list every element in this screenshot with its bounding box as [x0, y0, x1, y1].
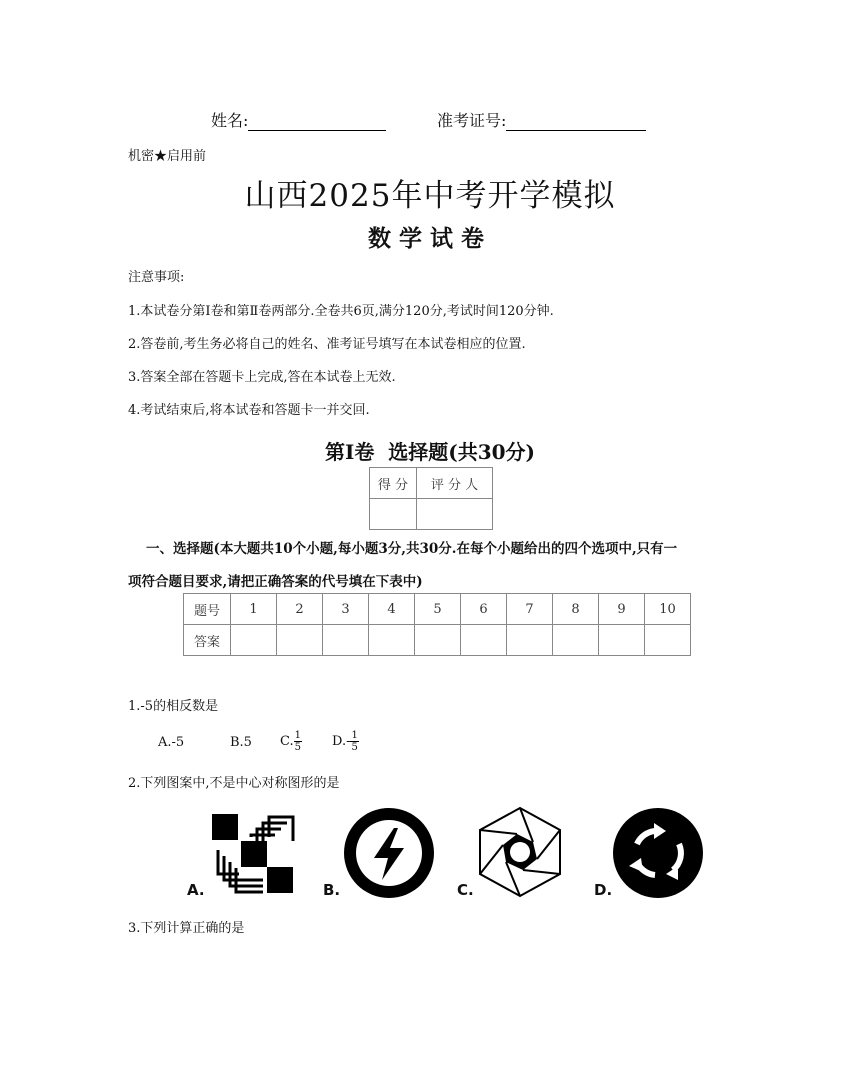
question-number: 8: [553, 594, 599, 625]
option-d[interactable]: D.- $\frac{1}{5}$: [332, 730, 358, 753]
name-blank[interactable]: [248, 114, 386, 131]
figure-c-hexagon-icon[interactable]: [473, 806, 567, 898]
confidential-label: 机密★启用前: [128, 149, 207, 164]
answer-cell[interactable]: [599, 625, 645, 656]
question-number: 7: [507, 594, 553, 625]
question-number: 10: [645, 594, 691, 625]
answer-cell[interactable]: [553, 625, 599, 656]
answer-cell[interactable]: [507, 625, 553, 656]
section-title: 第Ⅰ卷 选择题(共30分): [324, 440, 536, 464]
instructions-line-1: 一、选择题(本大题共10个小题,每小题3分,共30分.在每个小题给出的四个选项中,只有一: [146, 541, 678, 557]
figure-a-label: A.: [187, 881, 205, 899]
fraction: $\frac{1}{5}$: [294, 730, 301, 753]
grader-cell[interactable]: [417, 499, 493, 530]
question-number: 5: [415, 594, 461, 625]
answer-cell[interactable]: [645, 625, 691, 656]
table-row: [184, 594, 691, 625]
option-b[interactable]: B.5: [230, 735, 252, 750]
note-item: 2.答卷前,考生务必将自己的姓名、准考证号填写在本试卷相应的位置.: [128, 337, 526, 352]
answer-cell[interactable]: [415, 625, 461, 656]
option-a[interactable]: A.-5: [158, 735, 185, 750]
answer-cell[interactable]: [231, 625, 277, 656]
answer-cell[interactable]: [461, 625, 507, 656]
figure-c-label: C.: [457, 881, 474, 899]
question-2-stem: 2.下列图案中,不是中心对称图形的是: [128, 776, 340, 791]
page-title: 山西2025年中考开学模拟: [244, 178, 616, 214]
score-cell[interactable]: [370, 499, 417, 530]
answer-cell[interactable]: [323, 625, 369, 656]
question-number: 9: [599, 594, 645, 625]
instructions-line-2: 项符合题目要求,请把正确答案的代号填在下表中): [128, 574, 423, 590]
answer-cell[interactable]: [277, 625, 323, 656]
fraction: $\frac{1}{5}$: [351, 730, 358, 753]
figure-a-squares-icon[interactable]: [205, 810, 300, 898]
question-3-stem: 3.下列计算正确的是: [128, 921, 245, 936]
note-item: 4.考试结束后,将本试卷和答题卡一并交回.: [128, 403, 370, 418]
page-subtitle: 数学试卷: [368, 225, 492, 252]
answer-table: [183, 593, 691, 656]
exam-id-field[interactable]: [437, 108, 646, 131]
figure-b-label: B.: [323, 881, 341, 899]
question-number: 2: [277, 594, 323, 625]
note-item: 1.本试卷分第Ⅰ卷和第Ⅱ卷两部分.全卷共6页,满分120分,考试时间120分钟.: [128, 304, 554, 319]
grader-header: 评 分 人: [417, 468, 493, 499]
row-label: 题号: [184, 594, 231, 625]
score-table: [369, 467, 493, 530]
question-number: 3: [323, 594, 369, 625]
figure-d-circular-arrows-icon[interactable]: [611, 806, 705, 900]
question-number: 1: [231, 594, 277, 625]
question-number: 4: [369, 594, 415, 625]
figure-b-lightning-icon[interactable]: [342, 806, 436, 900]
name-label: 姓名:: [211, 111, 249, 130]
name-field[interactable]: [211, 108, 386, 131]
score-header: 得 分: [370, 468, 417, 499]
exam-id-label: 准考证号:: [437, 111, 507, 130]
exam-id-blank[interactable]: [506, 114, 646, 131]
notes-heading: 注意事项:: [128, 270, 185, 285]
table-row: [184, 625, 691, 656]
figure-d-label: D.: [594, 881, 613, 899]
question-1-stem: 1.-5的相反数是: [128, 699, 219, 714]
answer-cell[interactable]: [369, 625, 415, 656]
option-c[interactable]: C. $\frac{1}{5}$: [280, 730, 301, 753]
note-item: 3.答案全部在答题卡上完成,答在本试卷上无效.: [128, 370, 396, 385]
row-label: 答案: [184, 625, 231, 656]
question-number: 6: [461, 594, 507, 625]
